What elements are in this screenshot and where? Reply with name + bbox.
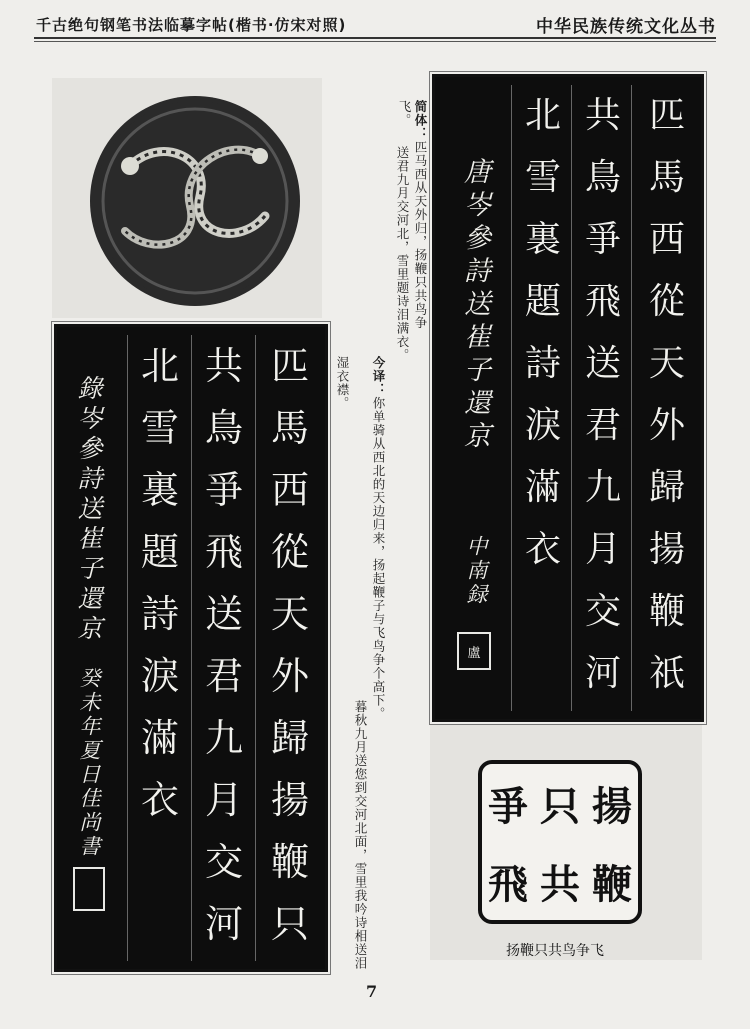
char: 送	[204, 592, 243, 636]
char: 外	[270, 654, 309, 698]
char: 鳥	[584, 157, 621, 198]
char: 祇	[648, 653, 685, 694]
seal-char: 飛	[488, 860, 528, 908]
char: 歸	[270, 716, 309, 760]
seal-carving	[478, 760, 642, 924]
left-panel-inscription: 錄岑參詩送崔子還京	[74, 375, 103, 645]
char: 西	[648, 219, 685, 260]
char: 爭	[204, 468, 243, 512]
char: 雪	[524, 157, 561, 198]
translation-text-2	[352, 700, 368, 980]
char: 爭	[584, 219, 621, 260]
translation-label: 今译：	[371, 356, 386, 397]
left-panel-column-1	[257, 335, 323, 955]
seal-caption: 扬鞭只共鸟争飞	[506, 943, 604, 959]
char: 九	[584, 467, 621, 508]
seal-char: 只	[540, 782, 580, 830]
right-panel-seal-stamp: 盧	[457, 632, 491, 670]
left-panel-column-2	[193, 335, 255, 955]
right-panel-column-3	[513, 85, 573, 581]
char: 鞭	[270, 840, 309, 884]
char: 衣	[524, 529, 561, 570]
char: 天	[648, 343, 685, 384]
char: 雪	[140, 406, 179, 450]
translation-line-3: 湿衣襟。	[335, 356, 350, 410]
calligraphy-panel-left	[54, 324, 328, 972]
seal-char: 鞭	[592, 860, 632, 908]
char: 西	[270, 468, 309, 512]
char: 飛	[204, 530, 243, 574]
book-series-title: 千古绝句钢笔书法临摹字帖(楷书·仿宋对照)	[36, 16, 347, 34]
char: 君	[204, 654, 243, 698]
translation-text	[370, 356, 386, 976]
char: 天	[270, 592, 309, 636]
header-divider	[34, 37, 716, 39]
char: 月	[584, 529, 621, 570]
char: 從	[270, 530, 309, 574]
char: 交	[204, 840, 243, 884]
char: 歸	[648, 467, 685, 508]
char: 九	[204, 716, 243, 760]
seal-char: 共	[540, 860, 580, 908]
series-name: 中华民族传统文化丛书	[536, 17, 716, 37]
left-panel-seal-stamp	[73, 867, 105, 911]
right-panel-column-1	[635, 85, 699, 705]
char: 匹	[270, 344, 309, 388]
char: 只	[270, 902, 309, 946]
char: 月	[204, 778, 243, 822]
char: 交	[584, 591, 621, 632]
page-number: 7	[366, 982, 378, 1001]
char: 河	[584, 653, 621, 694]
char: 詩	[524, 343, 561, 384]
char: 君	[584, 405, 621, 446]
left-panel-column-3	[129, 335, 191, 831]
char: 河	[204, 902, 243, 946]
right-panel-inscription: 唐岑參詩送崔子還京	[459, 157, 490, 454]
char: 題	[140, 530, 179, 574]
simplified-label: 简体：	[413, 100, 428, 141]
char: 外	[648, 405, 685, 446]
char: 送	[584, 343, 621, 384]
seal-char: 爭	[488, 782, 528, 830]
char: 滿	[140, 716, 179, 760]
right-panel-column-2	[573, 85, 633, 705]
simplified-text-2	[394, 146, 410, 366]
left-panel-signature: 癸未年夏日佳尚書	[77, 667, 101, 859]
char: 匹	[648, 95, 685, 136]
char: 淚	[524, 405, 561, 446]
char: 馬	[648, 157, 685, 198]
char: 題	[524, 281, 561, 322]
header-divider-thin	[34, 41, 716, 42]
char: 鞭	[648, 591, 685, 632]
translation-line-2: 暮秋九月送您到交河北面，雪里我吟诗相送泪	[353, 700, 368, 970]
char: 裏	[524, 219, 561, 260]
char: 共	[204, 344, 243, 388]
char: 詩	[140, 592, 179, 636]
char: 揚	[648, 529, 685, 570]
seal-char: 揚	[592, 782, 632, 830]
char: 揚	[270, 778, 309, 822]
calligraphy-panel-right	[432, 74, 704, 722]
simplified-line-2: 送君九月交河北，雪里题诗泪满衣。	[395, 146, 410, 362]
simplified-line-1: 匹马西从天外归，扬鞭只共鸟争飞。	[397, 100, 428, 330]
right-panel-signature: 中南録	[464, 535, 488, 607]
char: 裏	[140, 468, 179, 512]
char: 衣	[140, 778, 179, 822]
char: 滿	[524, 467, 561, 508]
char: 馬	[270, 406, 309, 450]
char: 從	[648, 281, 685, 322]
char: 飛	[584, 281, 621, 322]
translation-text-3	[334, 356, 350, 436]
char: 淚	[140, 654, 179, 698]
char: 共	[584, 95, 621, 136]
dragon-bowl-image	[90, 96, 300, 306]
char: 鳥	[204, 406, 243, 450]
translation-line-1: 你单骑从西北的天边归来，扬起鞭子与飞鸟争个高下。	[371, 396, 386, 721]
char: 北	[140, 344, 179, 388]
char: 北	[524, 95, 561, 136]
